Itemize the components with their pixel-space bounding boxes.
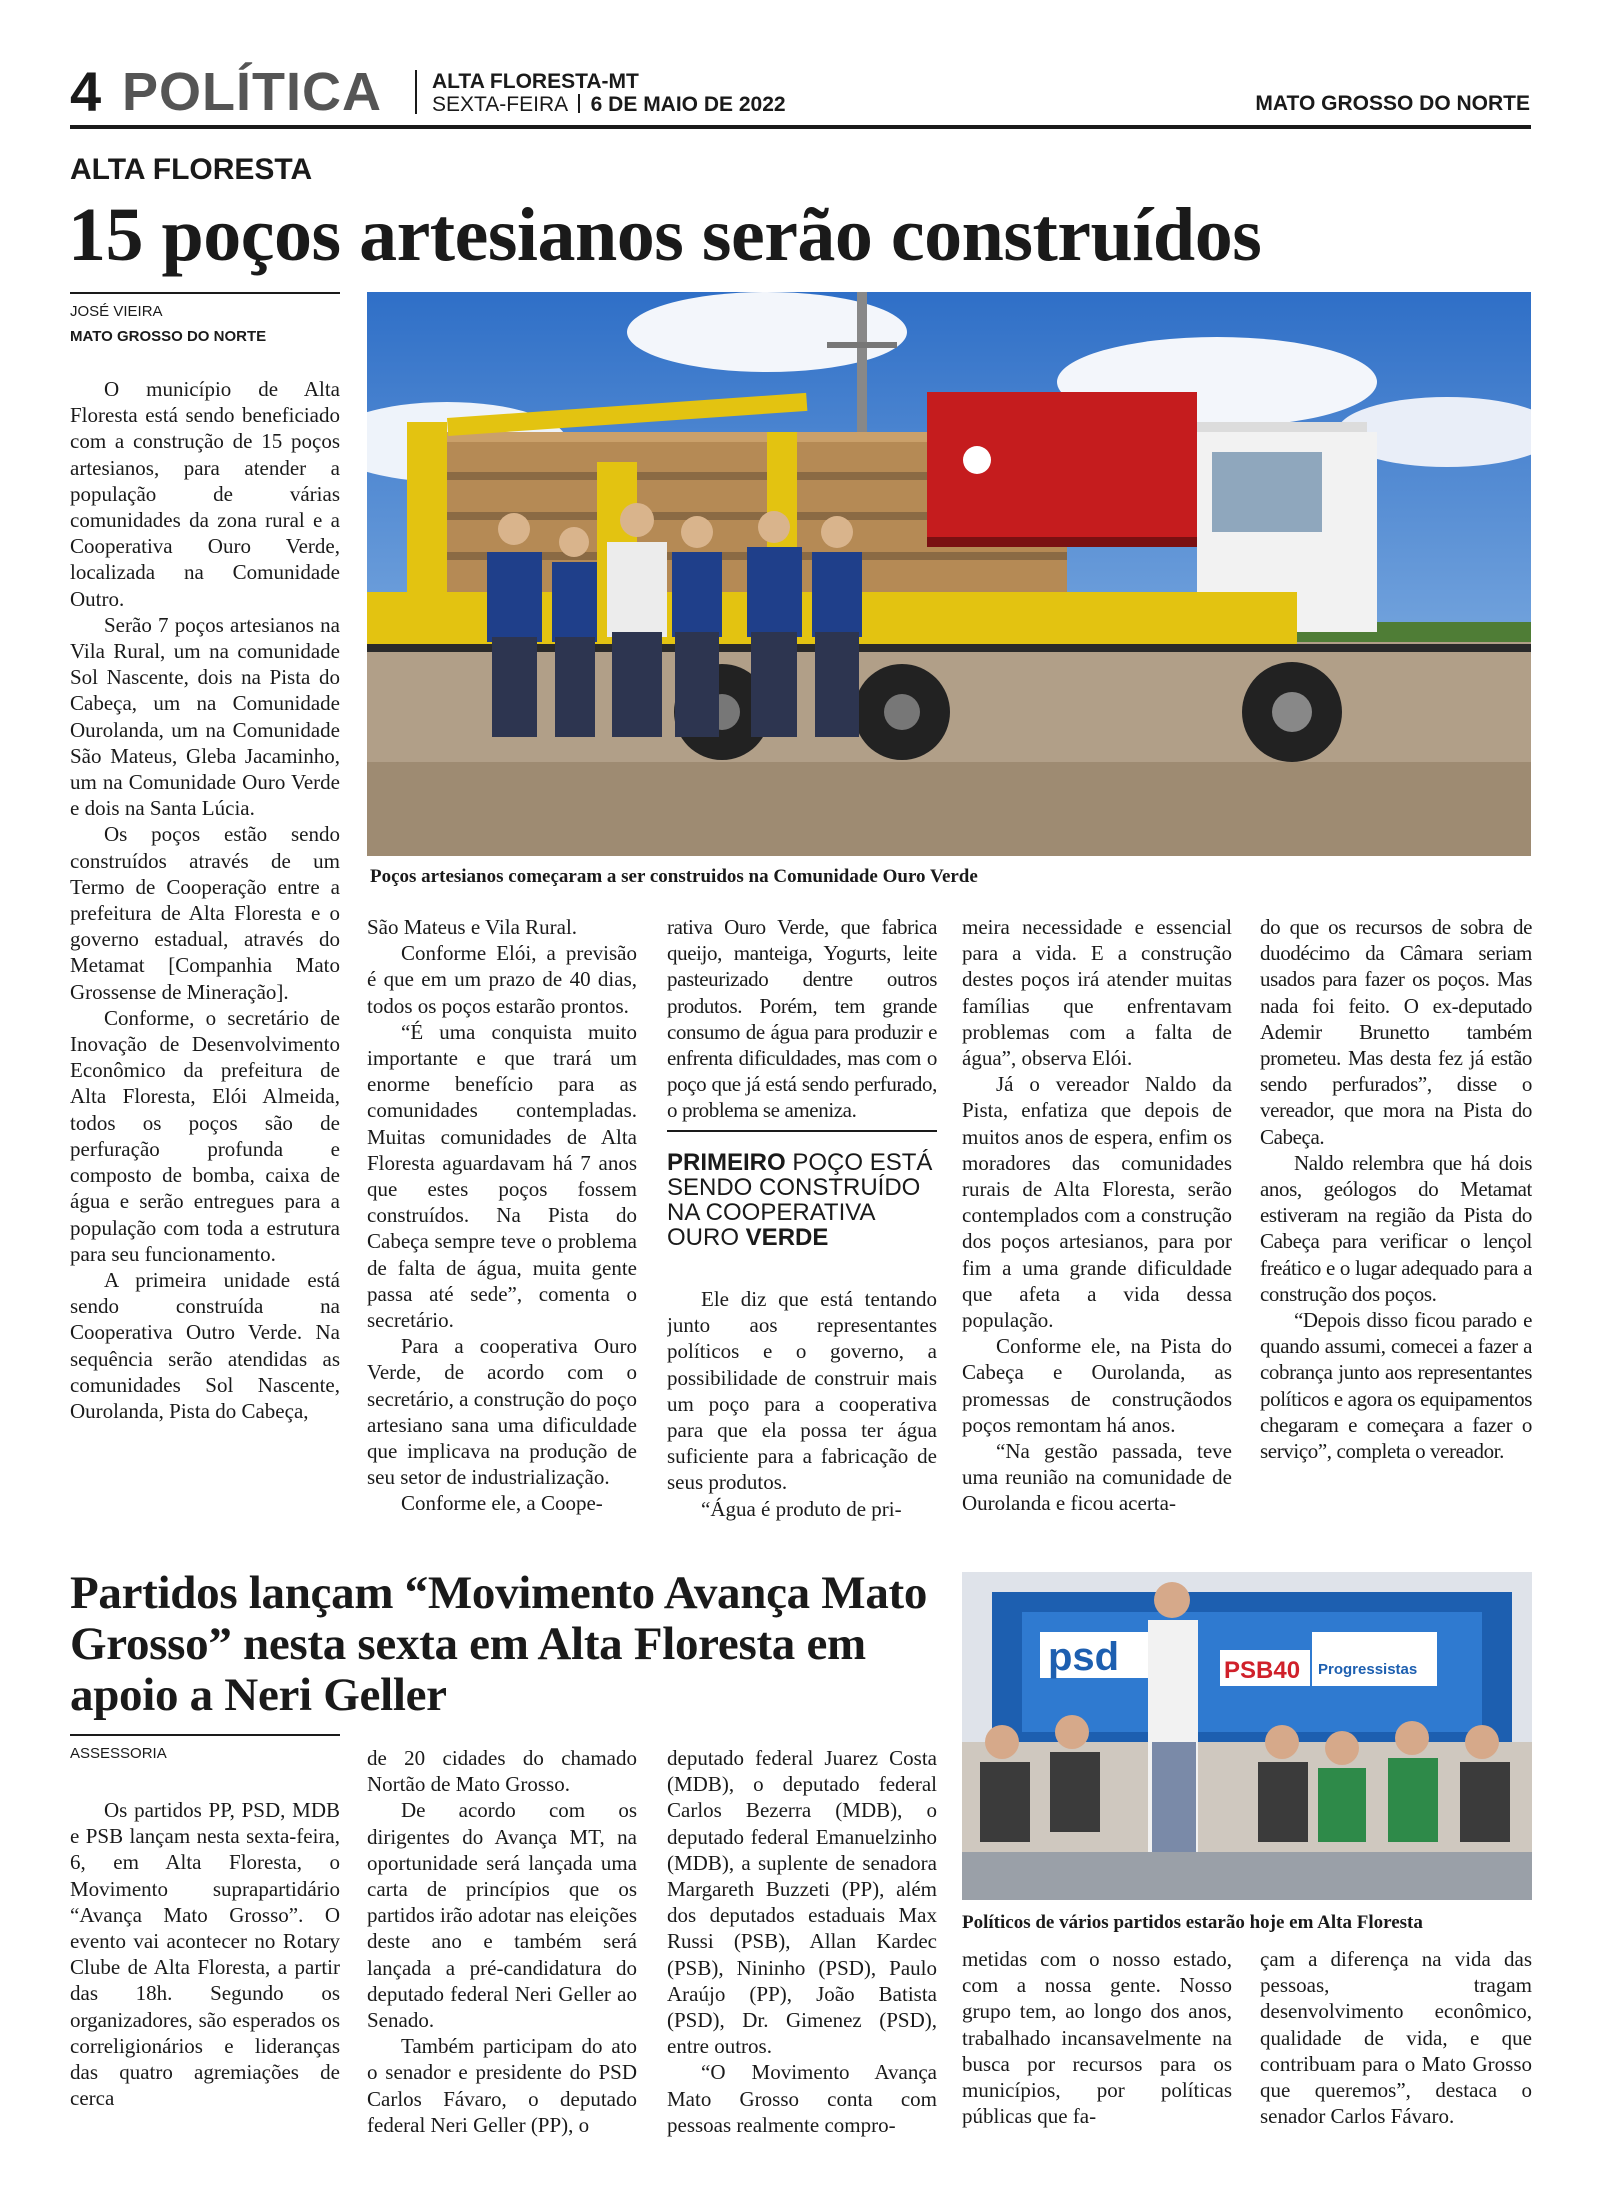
byline-author: JOSÉ VIEIRA — [70, 303, 163, 320]
section-subhead — [667, 1150, 939, 1250]
subhead-bold-word: VERDE — [745, 1224, 829, 1251]
paragraph: “O Movimento Avança Mato Grosso conta com pessoas realmente compro- — [667, 2060, 937, 2137]
page-number: 4 — [70, 60, 102, 123]
paragraph: Conforme ele, na Pista do Cabeça e Ourolanda, as promessas de construçãodos poços remontam há anos. — [962, 1334, 1232, 1437]
paragraph: Os partidos PP, PSD, MDB e PSB lançam nesta sexta-feira, 6, em Alta Floresta, o Movimento suprapartidário “Avança Mato Grosso”. O evento vai acontecer no Rotary Clube de Alta Floresta, a partir das 18h. Segundo os organizadores, são esperados os correligionários e lideranças das quatro agremiações de cerca — [70, 1798, 340, 2111]
article-kicker: ALTA FLORESTA — [70, 153, 313, 186]
subhead-rule — [667, 1130, 937, 1132]
paragraph: “Depois disso ficou parado e quando assumi, comecei a fazer a cobrança junto aos representantes políticos e agora os equipamentos chegaram e começara a fazer o serviço”, completa o vereador. — [1260, 1308, 1532, 1464]
section-title: POLÍTICA — [122, 62, 382, 122]
paragraph: Conforme ele, a Coope- — [401, 1491, 603, 1516]
paragraph: Conforme, o secretário de Inovação de Desenvolvimento Econômico da prefeitura de Alta Floresta, Elói Almeida, todos os poços são de perfuração profunda e composto de bomba, caixa de água e serão entregues para a população com toda a estrutura para seu funcionamento. — [70, 1005, 340, 1266]
paragraph: çam a diferença na vida das pessoas, tragam desenvolvimento econômico, qualidade de vida, e que contribuam para o Mato Grosso que queremos”, destaca o senador Carlos Fávaro. — [1260, 1947, 1532, 2129]
article-column-4 — [962, 1946, 1232, 2187]
article-headline: 15 poços artesianos serão construídos — [68, 193, 1262, 277]
paragraph: meira necessidade e essencial para a vida. E a construção destes poços irá atender muitas famílias que enfrentavam problemas com a falta de água”, observa Elói. — [962, 915, 1232, 1071]
photo-caption: Poços artesianos começaram a ser construidos na Comunidade Ouro Verde — [370, 866, 978, 887]
paragraph: “Na gestão passada, teve uma reunião na comunidade de Ourolanda e ficou acerta- — [962, 1439, 1232, 1516]
article-column-2 — [367, 1745, 637, 2187]
article-column-1 — [70, 376, 340, 1538]
drilling-truck-photo — [367, 292, 1531, 856]
subhead-bold-word: PRIMEIRO — [667, 1149, 786, 1176]
article-column-3 — [667, 1745, 937, 2187]
article-column-1 — [70, 1797, 340, 2187]
paragraph: Já o vereador Naldo da Pista, enfatiza que depois de muitos anos de espera, enfim os moradores das comunidades rurais de Alta Floresta, serão contemplados com a construção dos poços artesianos, para por fim a uma grande dificuldade que afeta a vida dessa população. — [962, 1072, 1232, 1333]
header-date-separator — [578, 94, 580, 113]
drilling-truck-illustration — [367, 292, 1531, 856]
article-column-5 — [1260, 914, 1532, 1538]
paragraph: Conforme Elói, a previsão é que em um prazo de 40 dias, todos os poços estarão prontos. — [367, 941, 637, 1018]
article-column-2 — [367, 914, 637, 1538]
paper-name: MATO GROSSO DO NORTE — [1255, 92, 1530, 115]
byline-rule — [70, 1734, 340, 1736]
paragraph: rativa Ouro Verde, que fabrica queijo, manteiga, Yogurts, leite pasteurizado dentre outros produtos. Porém, tem grande consumo de água para produzir e enfrenta dificuldades, mas com o poço que já está sendo perfurado, o problema se ameniza. — [667, 915, 937, 1123]
paragraph: A primeira unidade está sendo construída na Cooperativa Outro Verde. Na sequência serão atendidas as comunidades Sol Nascente, Ourolanda, Pista do Cabeça, — [70, 1267, 340, 1423]
paragraph: Também participam do ato o senador e presidente do PSD Carlos Fávaro, o deputado federal Neri Geller (PP), o — [367, 2034, 637, 2137]
paragraph: do que os recursos de sobra de duodécimo da Câmara seriam usados para fazer os poços. Mas nada foi feito. O ex-deputado Ademir Brunetto também prometeu. Mas desta fez já estão sendo perfurados”, disse o vereador, que mora na Pista do Cabeça. — [1260, 915, 1532, 1149]
photo-caption: Políticos de vários partidos estarão hoje em Alta Floresta — [962, 1912, 1423, 1933]
byline-author: ASSESSORIA — [70, 1745, 167, 1762]
party-sign-psd: psd — [1048, 1635, 1120, 1679]
party-sign-progressistas: Progressistas — [1318, 1661, 1418, 1678]
article-headline: Partidos lançam “Movimento Avança Mato Grosso” nesta sexta em Alta Floresta em apoio a Neri Geller — [70, 1567, 928, 1721]
subhead-text: POÇO ESTÁ SENDO CONSTRUÍDO NA COOPERATIVA OURO — [667, 1149, 933, 1251]
paragraph: Para a cooperativa Ouro Verde, de acordo com o secretário, a construção do poço artesiano sana uma dificuldade que implicava na produção de seu setor de industrialização. — [367, 1334, 637, 1490]
article-column-3-top — [667, 914, 937, 1124]
header-city: ALTA FLORESTA-MT — [432, 70, 639, 93]
header-divider — [415, 70, 417, 114]
paragraph: deputado federal Juarez Costa (MDB), o deputado federal Carlos Bezerra (MDB), o deputado federal Emanuelzinho (MDB), a suplente de senadora Margareth Buzzeti (PP), além dos deputados estaduais Max Russi (PSB), Allan Kardec (PSB), Nininho (PSD), Paulo Araújo (PP), João Batista (PSD), Dr. Gimenez (PSD), entre outros. — [667, 1746, 937, 2059]
header-date: 6 DE MAIO DE 2022 — [590, 93, 786, 116]
event-illustration — [962, 1572, 1532, 1900]
header-weekday: SEXTA-FEIRA — [432, 93, 567, 116]
paragraph: O município de Alta Floresta está sendo beneficiado com a construção de 15 poços artesianos, para atender a população de várias comunidades da zona rural e a Cooperativa Ouro Verde, localizada na Comunidade Outro. — [70, 377, 340, 611]
article-column-3-bottom — [667, 1286, 937, 1538]
byline-rule — [70, 292, 340, 294]
header-rule — [70, 125, 1531, 129]
paragraph: Ele diz que está tentando junto aos representantes políticos e o governo, a possibilidade de construir mais um poço para a cooperativa para que ela possa ter água suficiente para a fabricação de seus produtos. — [667, 1287, 937, 1495]
paragraph: “Água é produto de pri- — [701, 1496, 902, 1521]
article-column-4 — [962, 914, 1232, 1538]
party-sign-psb: PSB40 — [1224, 1657, 1301, 1684]
paragraph: Os poços estão sendo construídos através de um Termo de Cooperação entre a prefeitura de Alta Floresta e o governo estadual, através do Metamat [Companhia Mato Grossense de Mineração]. — [70, 822, 340, 1004]
paragraph: de 20 cidades do chamado Nortão de Mato Grosso. — [367, 1746, 637, 1797]
paragraph: Serão 7 poços artesianos na Vila Rural, um na comunidade Sol Nascente, dois na Pista do Cabeça, um na Comunidade Ourolanda, um na Comunidade São Mateus, Gleba Jacaminho, um na Comunidade Ouro Verde e dois na Santa Lúcia. — [70, 612, 340, 821]
paragraph: São Mateus e Vila Rural. — [367, 915, 578, 939]
paragraph: metidas com o nosso estado, com a nossa gente. Nosso grupo tem, ao longo dos anos, trabalhado incansavelmente na busca por recursos para os municípios, por políticas públicas que fa- — [962, 1947, 1232, 2129]
event-photo — [962, 1572, 1532, 1900]
byline-org: MATO GROSSO DO NORTE — [70, 328, 267, 345]
paragraph: De acordo com os dirigentes do Avança MT, na oportunidade será lançada uma carta de princípios que os partidos irão adotar nas eleições deste ano e também será lançada a pré-candidatura do deputado federal Neri Geller ao Senado. — [367, 1798, 637, 2033]
article-column-5 — [1260, 1946, 1532, 2187]
header-dateline — [432, 93, 786, 117]
paragraph: “É uma conquista muito importante e que trará um enorme benefício para as comunidades contempladas. Muitas comunidades de Alta Floresta aguardavam há 7 anos que estes poços fossem construídos. Na Pista do Cabeça sempre teve o problema de falta de água, muita gente passa até sede”, comenta o secretário. — [367, 1019, 637, 1333]
paragraph: Naldo relembra que há dois anos, geólogos do Metamat estiveram na região da Pista do Cabeça para verificar o lençol freático e o lugar adequado para a construção dos poços. — [1260, 1150, 1532, 1306]
